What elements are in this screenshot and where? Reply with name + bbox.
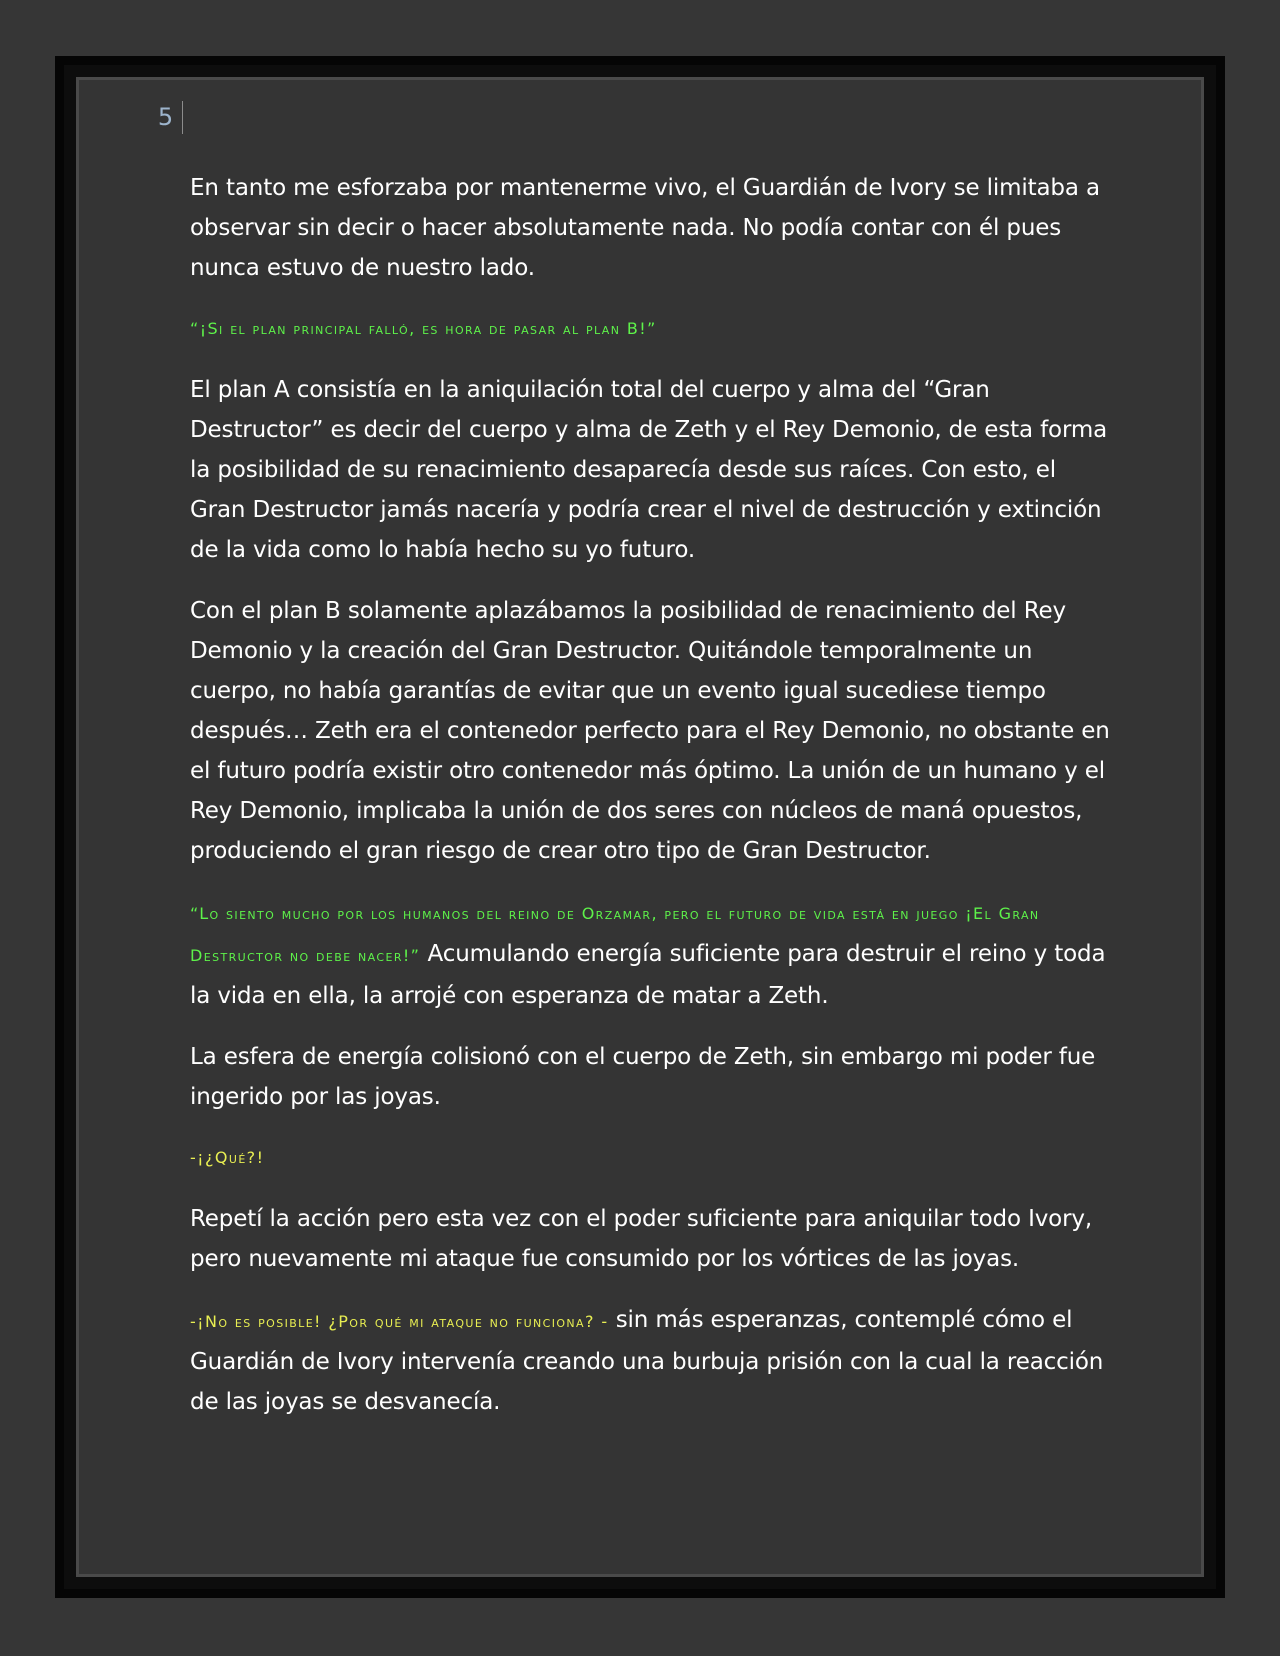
dialogue-plan-b: “¡Si el plan principal falló, es hora de pasar al plan B!” [190, 319, 657, 338]
page [76, 77, 1204, 1577]
paragraph-energy-sphere: La esfera de energía colisionó con el cuerpo de Zeth, sin embargo mi poder fue ingerido por las joyas. [190, 1044, 1096, 1110]
dialogue-orzamar: “Lo siento mucho por los humanos del reino de Orzamar, pero el futuro de vida está en juego ¡El Gran Destructor no debe nacer!” [190, 904, 1040, 965]
paragraph-guardian-bubble [190, 1300, 1115, 1422]
narration-orzamar: Acumulando energía suficiente para destruir el reino y toda la vida en ella, la arrojé con esperanza de matar a Zeth. [190, 941, 1106, 1009]
dialogue-not-possible: -¡No es posible! ¿Por qué mi ataque no funciona? - [190, 1312, 609, 1331]
paragraph-1: En tanto me esforzaba por mantenerme vivo, el Guardián de Ivory se limitaba a observar sin decir o hacer absolutamente nada. No podía contar con él pues nunca estuvo de nuestro lado. [190, 175, 1100, 281]
dialogue-que: -¡¿Qué?! [190, 1148, 265, 1167]
paragraph-plan-b: Con el plan B solamente aplazábamos la posibilidad de renacimiento del Rey Demonio y la creación del Gran Destructor. Quitándole temporalmente un cuerpo, no había garantías de evitar que un evento igual sucediese tiempo después… Zeth era el contenedor perfecto para el Rey Demonio, no obstante en el futuro podría existir otro contenedor más óptimo. La unión de un humano y el Rey Demonio, implicaba la unión de dos seres con núcleos de maná opuestos, produciendo el gran riesgo de crear otro tipo de Gran Destructor. [190, 598, 1110, 864]
paragraph-orzamar [190, 892, 1115, 1016]
paragraph-repeat-action: Repetí la acción pero esta vez con el poder suficiente para aniquilar todo Ivory, pero nuevamente mi ataque fue consumido por los vórtices de las joyas. [190, 1206, 1093, 1272]
narration-guardian: sin más esperanzas, contemplé cómo el Guardián de Ivory intervenía creando una burbuja prisión con la cual la reacción de las joyas se desvanecía. [190, 1307, 1104, 1415]
page-number: 5 [149, 101, 183, 134]
paragraph-plan-a: El plan A consistía en la aniquilación total del cuerpo y alma del “Gran Destructor” es decir del cuerpo y alma de Zeth y el Rey Demonio, de esta forma la posibilidad de su renacimiento desaparecía desde sus raíces. Con esto, el Gran Destructor jamás nacería y podría crear el nivel de destrucción y extinción de la vida como lo había hecho su yo futuro. [190, 377, 1108, 563]
story-text [190, 168, 1115, 1443]
page-frame [55, 56, 1225, 1598]
